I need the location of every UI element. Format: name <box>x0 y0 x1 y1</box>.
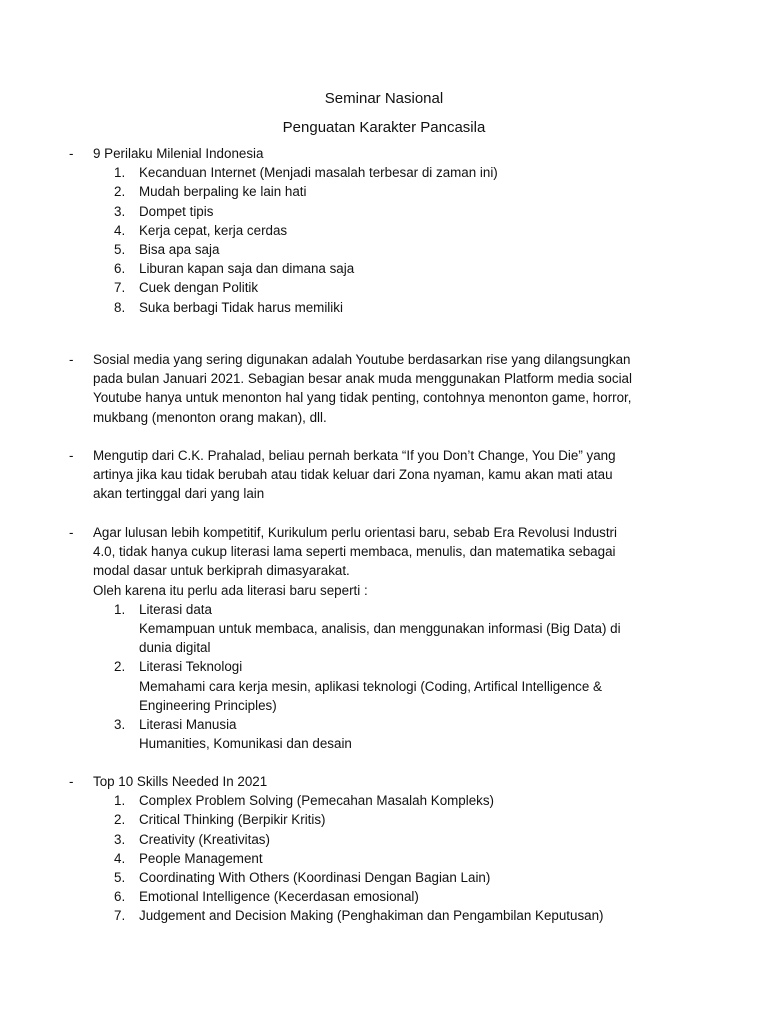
list-item-text: Coordinating With Others (Koordinasi Dengan Bagian Lain) <box>139 870 491 886</box>
list-item <box>0 906 768 925</box>
list-item-text: Kerja cepat, kerja cerdas <box>139 222 288 238</box>
list-item <box>0 259 768 278</box>
list-item <box>0 868 768 887</box>
literasi-description: dunia digital <box>139 640 211 656</box>
literasi-description: Humanities, Komunikasi dan desain <box>139 736 352 752</box>
literasi-list <box>0 600 768 754</box>
list-item-text: Critical Thinking (Berpikir Kritis) <box>139 812 326 828</box>
list-item-text: Liburan kapan saja dan dimana saja <box>139 261 355 277</box>
bullet-dash: - <box>69 352 74 367</box>
list-item <box>0 163 768 182</box>
list-item-text: Suka berbagi Tidak harus memiliki <box>139 299 343 315</box>
list-item-text: Emotional Intelligence (Kecerdasan emosional) <box>139 889 419 905</box>
list-number: 6. <box>114 261 126 277</box>
list-number: 5. <box>114 242 126 258</box>
list-item-text: Creativity (Kreativitas) <box>139 831 270 847</box>
list-item <box>0 715 768 753</box>
bullet-dash: - <box>69 146 74 161</box>
list-item-text: Bisa apa saja <box>139 242 220 258</box>
list-number: 1. <box>114 165 126 181</box>
paragraph-line: Youtube hanya untuk menonton hal yang tidak penting, contohnya menonton game, horror, <box>93 390 632 406</box>
list-item <box>0 830 768 849</box>
list-item <box>0 849 768 868</box>
list-item-text: Kecanduan Internet (Menjadi masalah terbesar di zaman ini) <box>139 165 498 181</box>
list-number: 3. <box>114 717 126 733</box>
list-item <box>0 202 768 221</box>
list-number: 2. <box>114 812 126 828</box>
section-heading: 9 Perilaku Milenial Indonesia <box>93 146 264 161</box>
list-number: 7. <box>114 908 126 924</box>
bullet-dash: - <box>69 448 74 463</box>
document-title-line2: Penguatan Karakter Pancasila <box>282 119 486 136</box>
list-number: 2. <box>114 659 126 675</box>
literasi-title: Literasi Teknologi <box>139 659 243 675</box>
list-number: 4. <box>114 850 126 866</box>
section-literasi-baru <box>0 523 768 753</box>
perilaku-list <box>0 163 768 317</box>
list-number: 3. <box>114 203 126 219</box>
skills-list <box>0 791 768 925</box>
list-item-text: People Management <box>139 850 263 866</box>
list-number: 1. <box>114 793 126 809</box>
literasi-title: Literasi data <box>139 601 212 617</box>
section-perilaku-milenial <box>0 144 768 317</box>
section-sosial-media <box>0 350 768 427</box>
list-number: 3. <box>114 831 126 847</box>
paragraph-line: Sosial media yang sering digunakan adalah Youtube berdasarkan rise yang dilangsungkan <box>93 352 631 367</box>
list-item-text: Mudah berpaling ke lain hati <box>139 184 307 200</box>
paragraph-line: mukbang (menonton orang makan), dll. <box>93 409 327 425</box>
list-item <box>0 278 768 297</box>
list-item <box>0 791 768 810</box>
list-number: 6. <box>114 889 126 905</box>
list-item <box>0 240 768 259</box>
bullet-dash: - <box>69 525 74 540</box>
list-item-text: Judgement and Decision Making (Penghakiman dan Pengambilan Keputusan) <box>139 908 604 924</box>
paragraph-line: pada bulan Januari 2021. Sebagian besar anak muda menggunakan Platform media social <box>93 371 632 387</box>
list-item <box>0 657 768 715</box>
paragraph-line: akan tertinggal dari yang lain <box>93 486 265 502</box>
paragraph-line: Oleh karena itu perlu ada literasi baru seperti : <box>93 582 368 598</box>
section-top-skills <box>0 772 768 926</box>
section-heading: Top 10 Skills Needed In 2021 <box>93 774 268 789</box>
list-item <box>0 221 768 240</box>
section-prahalad-quote <box>0 446 768 504</box>
list-number: 4. <box>114 222 126 238</box>
paragraph-line: 4.0, tidak hanya cukup literasi lama seperti membaca, menulis, dan matematika sebagai <box>93 544 616 560</box>
list-item-text: Complex Problem Solving (Pemecahan Masalah Kompleks) <box>139 793 495 809</box>
paragraph-line: modal dasar untuk berkiprah dimasyarakat. <box>93 563 350 579</box>
list-number: 7. <box>114 280 126 296</box>
paragraph-line: Agar lulusan lebih kompetitif, Kurikulum perlu orientasi baru, sebab Era Revolusi Industri <box>93 525 617 540</box>
list-item-text: Cuek dengan Politik <box>139 280 259 296</box>
list-number: 1. <box>114 601 126 617</box>
list-number: 2. <box>114 184 126 200</box>
list-item-text: Dompet tipis <box>139 203 214 219</box>
list-number: 5. <box>114 870 126 886</box>
literasi-description: Memahami cara kerja mesin, aplikasi teknologi (Coding, Artifical Intelligence & <box>139 678 602 694</box>
bullet-dash: - <box>69 774 74 789</box>
literasi-description: Engineering Principles) <box>139 697 277 713</box>
list-item <box>0 298 768 317</box>
paragraph-line: Mengutip dari C.K. Prahalad, beliau pernah berkata “If you Don’t Change, You Die” yang <box>93 448 616 463</box>
list-number: 8. <box>114 299 126 315</box>
list-item <box>0 887 768 906</box>
list-item <box>0 600 768 658</box>
list-item <box>0 810 768 829</box>
list-item <box>0 182 768 201</box>
literasi-title: Literasi Manusia <box>139 717 237 733</box>
document-title-line1: Seminar Nasional <box>324 90 444 107</box>
paragraph-line: artinya jika kau tidak berubah atau tidak keluar dari Zona nyaman, kamu akan mati atau <box>93 467 613 483</box>
literasi-description: Kemampuan untuk membaca, analisis, dan menggunakan informasi (Big Data) di <box>139 621 621 637</box>
